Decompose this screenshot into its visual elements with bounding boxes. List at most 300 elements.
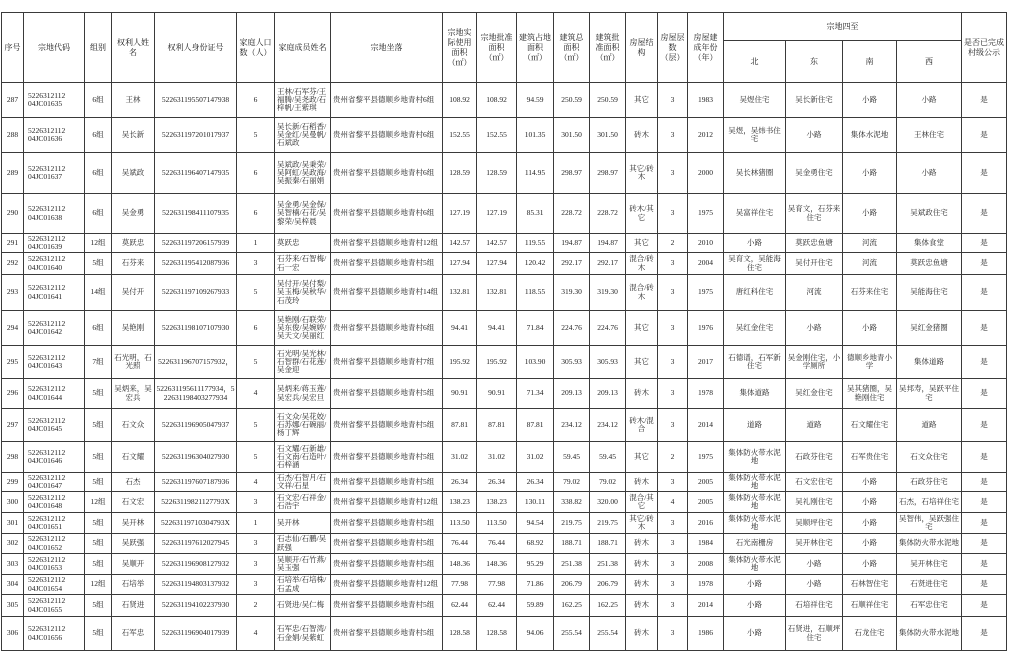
cell-seq: 292 [2,253,24,275]
cell-members: 石文宏/石祥金/石浩宇 [275,492,331,513]
cell-location: 贵州省黎平县德顺乡地青村12组 [331,575,443,595]
cell-year-built: 2017 [688,346,724,379]
cell-total-floor-area: 209.13 [554,379,590,409]
cell-west: 集体防火带水泥地 [897,534,962,554]
cell-publicized: 是 [962,194,1007,234]
header-owner: 权利人姓名 [112,13,155,83]
cell-approved-floor-area: 224.76 [590,311,626,346]
cell-south: 小路 [843,473,897,492]
cell-total-floor-area: 206.79 [554,575,590,595]
cell-publicized: 是 [962,595,1007,617]
cell-parcel-code: 522631211204JC01656 [24,617,85,651]
cell-actual-area: 26.34 [443,473,477,492]
cell-owner: 莫跃忠 [112,234,155,253]
cell-south: 石龙住宅 [843,617,897,651]
cell-parcel-code: 522631211204JC01637 [24,153,85,194]
cell-group: 5组 [85,534,112,554]
cell-floors: 3 [658,379,688,409]
cell-floors: 3 [658,513,688,534]
cell-publicized: 是 [962,617,1007,651]
cell-members: 石军忠/石智湾/石金娟/吴紫虹 [275,617,331,651]
cell-parcel-code: 522631211204JC01644 [24,379,85,409]
cell-total-floor-area: 301.50 [554,118,590,153]
cell-floors: 3 [658,473,688,492]
cell-actual-area: 31.02 [443,442,477,473]
cell-owner: 吴艳刚 [112,311,155,346]
cell-south: 石林智住宅 [843,575,897,595]
cell-north: 吴育文，吴能海住宅 [724,253,786,275]
cell-east: 石文宏住宅 [786,473,843,492]
header-south: 南 [843,41,897,83]
cell-south: 石军贵住宅 [843,442,897,473]
cell-seq: 303 [2,554,24,575]
cell-actual-area: 127.19 [443,194,477,234]
cell-owner: 石杰 [112,473,155,492]
cell-parcel-code: 522631211204JC01655 [24,595,85,617]
cell-approved-area: 128.58 [477,617,517,651]
cell-north: 吴长林猪圈 [724,153,786,194]
cell-household-size: 6 [237,153,275,194]
cell-structure: 砖木 [626,473,658,492]
cell-west: 吴智伟，吴跃强住宅 [897,513,962,534]
cell-total-floor-area: 338.82 [554,492,590,513]
cell-north: 集体防火带水泥地 [724,513,786,534]
cell-structure: 其它 [626,442,658,473]
cell-actual-area: 152.55 [443,118,477,153]
cell-total-floor-area: 219.75 [554,513,590,534]
cell-owner: 王林 [112,83,155,118]
cell-footprint-area: 59.89 [517,595,554,617]
cell-location: 贵州省黎平县德顺乡地青村5组 [331,379,443,409]
cell-members: 石芬来/石智梅/石一宏 [275,253,331,275]
cell-structure: 砖木 [626,617,658,651]
cell-north: 小路 [724,575,786,595]
cell-west: 集体防火带水泥地 [897,617,962,651]
cell-actual-area: 148.36 [443,554,477,575]
cell-year-built: 2016 [688,513,724,534]
cell-household-size: 3 [237,253,275,275]
cell-west: 小路 [897,153,962,194]
cell-year-built: 2010 [688,234,724,253]
cell-footprint-area: 71.84 [517,311,554,346]
cell-household-size: 5 [237,118,275,153]
cell-group: 5组 [85,554,112,575]
cell-household-size: 5 [237,346,275,379]
cell-east: 小路 [786,575,843,595]
cell-household-size: 1 [237,234,275,253]
cell-total-floor-area: 251.38 [554,554,590,575]
cell-north: 道路 [724,409,786,442]
cell-approved-floor-area: 79.02 [590,473,626,492]
cell-parcel-code: 522631211204JC01653 [24,554,85,575]
cell-seq: 297 [2,409,24,442]
cell-north: 集体防火带水泥地 [724,554,786,575]
cell-owner-id: 522631196905047937 [155,409,237,442]
cell-owner: 吴斌政 [112,153,155,194]
cell-east: 莫跃忠鱼塘 [786,234,843,253]
cell-group: 5组 [85,253,112,275]
cell-location: 贵州省黎平县德顺乡地青村12组 [331,234,443,253]
cell-household-size: 5 [237,409,275,442]
cell-owner: 吴开林 [112,513,155,534]
cell-publicized: 是 [962,118,1007,153]
cell-parcel-code: 522631211204JC01638 [24,194,85,234]
cell-owner: 吴顺开 [112,554,155,575]
cell-total-floor-area: 250.59 [554,83,590,118]
cell-south: 石顺祥住宅 [843,595,897,617]
cell-approved-floor-area: 301.50 [590,118,626,153]
cell-group: 6组 [85,83,112,118]
cell-floors: 3 [658,409,688,442]
cell-west: 小路 [897,83,962,118]
cell-year-built: 1975 [688,194,724,234]
cell-structure: 砖木 [626,595,658,617]
cell-footprint-area: 119.55 [517,234,554,253]
cell-owner-id: 52263119821127793X [155,492,237,513]
cell-approved-floor-area: 162.25 [590,595,626,617]
header-parcel-code: 宗地代码 [24,13,85,83]
cell-year-built: 2014 [688,595,724,617]
cell-year-built: 2005 [688,473,724,492]
cell-actual-area: 138.23 [443,492,477,513]
cell-north: 吴煜，吴炜书住宅 [724,118,786,153]
cell-parcel-code: 522631211204JC01646 [24,442,85,473]
cell-approved-area: 127.19 [477,194,517,234]
cell-location: 贵州省黎平县德顺乡地青村7组 [331,346,443,379]
cell-footprint-area: 118.55 [517,275,554,311]
cell-east: 吴付开住宅 [786,253,843,275]
cell-east: 吴金勇住宅 [786,153,843,194]
cell-east: 小路 [786,554,843,575]
cell-structure: 砖木 [626,554,658,575]
land-register-table [1,12,1007,651]
cell-north: 吴红金住宅 [724,311,786,346]
header-east: 东 [786,41,843,83]
cell-approved-floor-area: 292.17 [590,253,626,275]
cell-east: 小路 [786,311,843,346]
cell-location: 贵州省黎平县德顺乡地青村6组 [331,118,443,153]
cell-owner-id: 522631197206157939 [155,234,237,253]
cell-footprint-area: 120.42 [517,253,554,275]
cell-south: 石芬来住宅 [843,275,897,311]
cell-west: 石军忠住宅 [897,595,962,617]
cell-structure: 其它 [626,346,658,379]
cell-members: 石文众/吴花姣/石苏娜/石碗丽/杨丁辉 [275,409,331,442]
cell-parcel-code: 522631211204JC01639 [24,234,85,253]
cell-approved-floor-area: 234.12 [590,409,626,442]
cell-seq: 291 [2,234,24,253]
cell-floors: 4 [658,492,688,513]
cell-group: 5组 [85,473,112,492]
cell-parcel-code: 522631211204JC01647 [24,473,85,492]
cell-household-size: 4 [237,379,275,409]
header-footprint-area: 建筑占地面积（㎡） [517,13,554,83]
cell-north: 小路 [724,595,786,617]
header-publicized: 是否已完成村级公示 [962,13,1007,83]
cell-approved-floor-area: 228.72 [590,194,626,234]
cell-actual-area: 128.58 [443,617,477,651]
cell-owner: 石文耀 [112,442,155,473]
cell-group: 7组 [85,346,112,379]
cell-structure: 砖木/混合 [626,409,658,442]
cell-household-size: 5 [237,442,275,473]
cell-publicized: 是 [962,473,1007,492]
cell-structure: 砖木 [626,118,658,153]
cell-actual-area: 127.94 [443,253,477,275]
cell-actual-area: 128.59 [443,153,477,194]
cell-floors: 3 [658,253,688,275]
cell-total-floor-area: 228.72 [554,194,590,234]
cell-total-floor-area: 319.30 [554,275,590,311]
cell-owner-id: 522631197607187936 [155,473,237,492]
header-approved-floor-area: 建筑批准面积（㎡） [590,13,626,83]
cell-approved-floor-area: 206.79 [590,575,626,595]
cell-total-floor-area: 298.97 [554,153,590,194]
cell-structure: 砖木 [626,534,658,554]
cell-west: 道路 [897,409,962,442]
cell-east: 吴育文，石芬来住宅 [786,194,843,234]
cell-approved-floor-area: 298.97 [590,153,626,194]
cell-approved-floor-area: 255.54 [590,617,626,651]
cell-footprint-area: 71.86 [517,575,554,595]
cell-publicized: 是 [962,409,1007,442]
cell-group: 6组 [85,194,112,234]
cell-publicized: 是 [962,575,1007,595]
cell-approved-floor-area: 59.45 [590,442,626,473]
cell-owner-id: 522631198411107935 [155,194,237,234]
cell-structure: 其它 [626,83,658,118]
cell-south: 河流 [843,253,897,275]
cell-year-built: 1976 [688,311,724,346]
cell-approved-floor-area: 209.13 [590,379,626,409]
cell-seq: 296 [2,379,24,409]
cell-actual-area: 142.57 [443,234,477,253]
cell-structure: 其它/砖木 [626,153,658,194]
cell-year-built: 1975 [688,442,724,473]
cell-total-floor-area: 305.93 [554,346,590,379]
cell-structure: 砖木 [626,379,658,409]
cell-footprint-area: 31.02 [517,442,554,473]
cell-owner: 石芬来 [112,253,155,275]
cell-owner-id: 522631198107107930 [155,311,237,346]
cell-south: 小路 [843,194,897,234]
cell-structure: 混合/其它 [626,492,658,513]
cell-floors: 3 [658,575,688,595]
cell-owner-id: 522631195611177934，522631198403277934 [155,379,237,409]
cell-footprint-area: 94.59 [517,83,554,118]
cell-household-size: 6 [237,83,275,118]
cell-location: 贵州省黎平县德顺乡地青村5组 [331,473,443,492]
cell-approved-area: 148.36 [477,554,517,575]
cell-members: 石培举/石培株/石孟成 [275,575,331,595]
cell-owner: 石文众 [112,409,155,442]
cell-seq: 295 [2,346,24,379]
cell-east: 石培祥住宅 [786,595,843,617]
cell-household-size: 6 [237,311,275,346]
cell-approved-area: 31.02 [477,442,517,473]
cell-approved-area: 77.98 [477,575,517,595]
cell-year-built: 1986 [688,617,724,651]
header-floors: 房屋层数（层） [658,13,688,83]
cell-group: 12组 [85,234,112,253]
cell-west: 石文众住宅 [897,442,962,473]
cell-total-floor-area: 79.02 [554,473,590,492]
cell-group: 5组 [85,379,112,409]
cell-household-size: 4 [237,473,275,492]
cell-total-floor-area: 188.71 [554,534,590,554]
cell-members: 吴斌政/吴秉荣/吴阿虹/吴政海/吴振秦/石丽娟 [275,153,331,194]
cell-footprint-area: 71.34 [517,379,554,409]
cell-east: 吴礼刚住宅 [786,492,843,513]
cell-members: 吴炳来/蒋玉莲/吴宏兵/吴宏旦 [275,379,331,409]
cell-floors: 3 [658,153,688,194]
cell-year-built: 1983 [688,83,724,118]
cell-west: 吴红金猪圈 [897,311,962,346]
cell-location: 贵州省黎平县德顺乡地青村5组 [331,534,443,554]
cell-owner-id: 522631194102237930 [155,595,237,617]
cell-approved-floor-area: 250.59 [590,83,626,118]
cell-total-floor-area: 194.87 [554,234,590,253]
cell-west: 吴能海住宅 [897,275,962,311]
cell-publicized: 是 [962,442,1007,473]
cell-total-floor-area: 162.25 [554,595,590,617]
cell-north: 集体防火带水泥地 [724,442,786,473]
cell-group: 12组 [85,575,112,595]
cell-owner: 石贤进 [112,595,155,617]
cell-structure: 混合/砖木 [626,253,658,275]
cell-year-built: 2004 [688,253,724,275]
cell-south: 小路 [843,153,897,194]
cell-publicized: 是 [962,379,1007,409]
cell-structure: 混合/砖木 [626,275,658,311]
cell-group: 6组 [85,153,112,194]
cell-parcel-code: 522631211204JC01640 [24,253,85,275]
cell-east: 吴金刚住宅，小学厕所 [786,346,843,379]
cell-south: 德顺乡地青小学 [843,346,897,379]
cell-floors: 2 [658,234,688,253]
cell-south: 小路 [843,492,897,513]
cell-actual-area: 132.81 [443,275,477,311]
cell-household-size: 4 [237,617,275,651]
cell-approved-area: 108.92 [477,83,517,118]
cell-owner: 石光明，石光照 [112,346,155,379]
cell-publicized: 是 [962,346,1007,379]
cell-household-size: 3 [237,575,275,595]
cell-footprint-area: 87.81 [517,409,554,442]
cell-owner-id: 522631195412087936 [155,253,237,275]
cell-north: 吴煜住宅 [724,83,786,118]
cell-approved-area: 62.44 [477,595,517,617]
cell-group: 5组 [85,442,112,473]
cell-structure: 其它 [626,311,658,346]
cell-north: 小路 [724,234,786,253]
cell-actual-area: 76.44 [443,534,477,554]
cell-south: 集体水泥地 [843,118,897,153]
cell-south: 河流 [843,234,897,253]
cell-west: 集体道路 [897,346,962,379]
cell-year-built: 1978 [688,575,724,595]
cell-floors: 3 [658,275,688,311]
cell-location: 贵州省黎平县德顺乡地青村6组 [331,194,443,234]
cell-approved-area: 138.23 [477,492,517,513]
cell-east: 石政芬住宅 [786,442,843,473]
cell-location: 贵州省黎平县德顺乡地青村5组 [331,513,443,534]
cell-floors: 3 [658,346,688,379]
header-year-built: 房屋建成年份（年） [688,13,724,83]
cell-household-size: 1 [237,513,275,534]
cell-approved-floor-area: 319.30 [590,275,626,311]
cell-north: 石光南栅房 [724,534,786,554]
cell-owner: 石培举 [112,575,155,595]
cell-parcel-code: 522631211204JC01641 [24,275,85,311]
cell-floors: 2 [658,442,688,473]
cell-footprint-area: 85.31 [517,194,554,234]
cell-publicized: 是 [962,311,1007,346]
cell-approved-area: 90.91 [477,379,517,409]
cell-year-built: 1984 [688,534,724,554]
cell-parcel-code: 522631211204JC01654 [24,575,85,595]
cell-members: 吴开林 [275,513,331,534]
cell-members: 吴顺开/石竹燕/吴玉强 [275,554,331,575]
cell-parcel-code: 522631211204JC01652 [24,534,85,554]
cell-owner-id: 522631196707157932， [155,346,237,379]
header-actual-area: 宗地实际使用面积（㎡） [443,13,477,83]
cell-location: 贵州省黎平县德顺乡地青村5组 [331,442,443,473]
cell-floors: 3 [658,83,688,118]
cell-west: 石政芬住宅 [897,473,962,492]
cell-group: 5组 [85,409,112,442]
cell-members: 石光明/吴光林/石智群/石花莲/吴金迎 [275,346,331,379]
cell-seq: 294 [2,311,24,346]
cell-footprint-area: 94.54 [517,513,554,534]
cell-year-built: 1975 [688,275,724,311]
cell-east: 吴开林住宅 [786,534,843,554]
cell-owner-id: 522631196304027930 [155,442,237,473]
header-location: 宗地坐落 [331,13,443,83]
cell-footprint-area: 26.34 [517,473,554,492]
cell-approved-area: 26.34 [477,473,517,492]
cell-members: 石志仙/石鹏/吴跃强 [275,534,331,554]
cell-members: 吴付开/吴付梨/吴玉梅/吴秋华/石茂玲 [275,275,331,311]
cell-group: 5组 [85,513,112,534]
cell-approved-area: 195.92 [477,346,517,379]
cell-members: 吴艳刚/石联荣/吴东俊/吴婉婷/吴天文/吴丽红 [275,311,331,346]
cell-floors: 3 [658,617,688,651]
cell-west: 石杰，石培祥住宅 [897,492,962,513]
cell-location: 贵州省黎平县德顺乡地青村5组 [331,409,443,442]
cell-seq: 300 [2,492,24,513]
cell-approved-floor-area: 188.71 [590,534,626,554]
cell-location: 贵州省黎平县德顺乡地青村5组 [331,554,443,575]
cell-owner: 吴长新 [112,118,155,153]
cell-total-floor-area: 224.76 [554,311,590,346]
cell-actual-area: 195.92 [443,346,477,379]
cell-west: 王林住宅 [897,118,962,153]
cell-approved-floor-area: 320.00 [590,492,626,513]
cell-actual-area: 108.92 [443,83,477,118]
cell-south: 小路 [843,83,897,118]
cell-owner-id: 522631197201017937 [155,118,237,153]
cell-floors: 3 [658,554,688,575]
cell-floors: 3 [658,595,688,617]
cell-south: 石文耀住宅 [843,409,897,442]
cell-total-floor-area: 292.17 [554,253,590,275]
cell-floors: 3 [658,311,688,346]
cell-south: 小路 [843,554,897,575]
cell-approved-floor-area: 219.75 [590,513,626,534]
cell-approved-floor-area: 251.38 [590,554,626,575]
header-seq: 序号 [2,13,24,83]
